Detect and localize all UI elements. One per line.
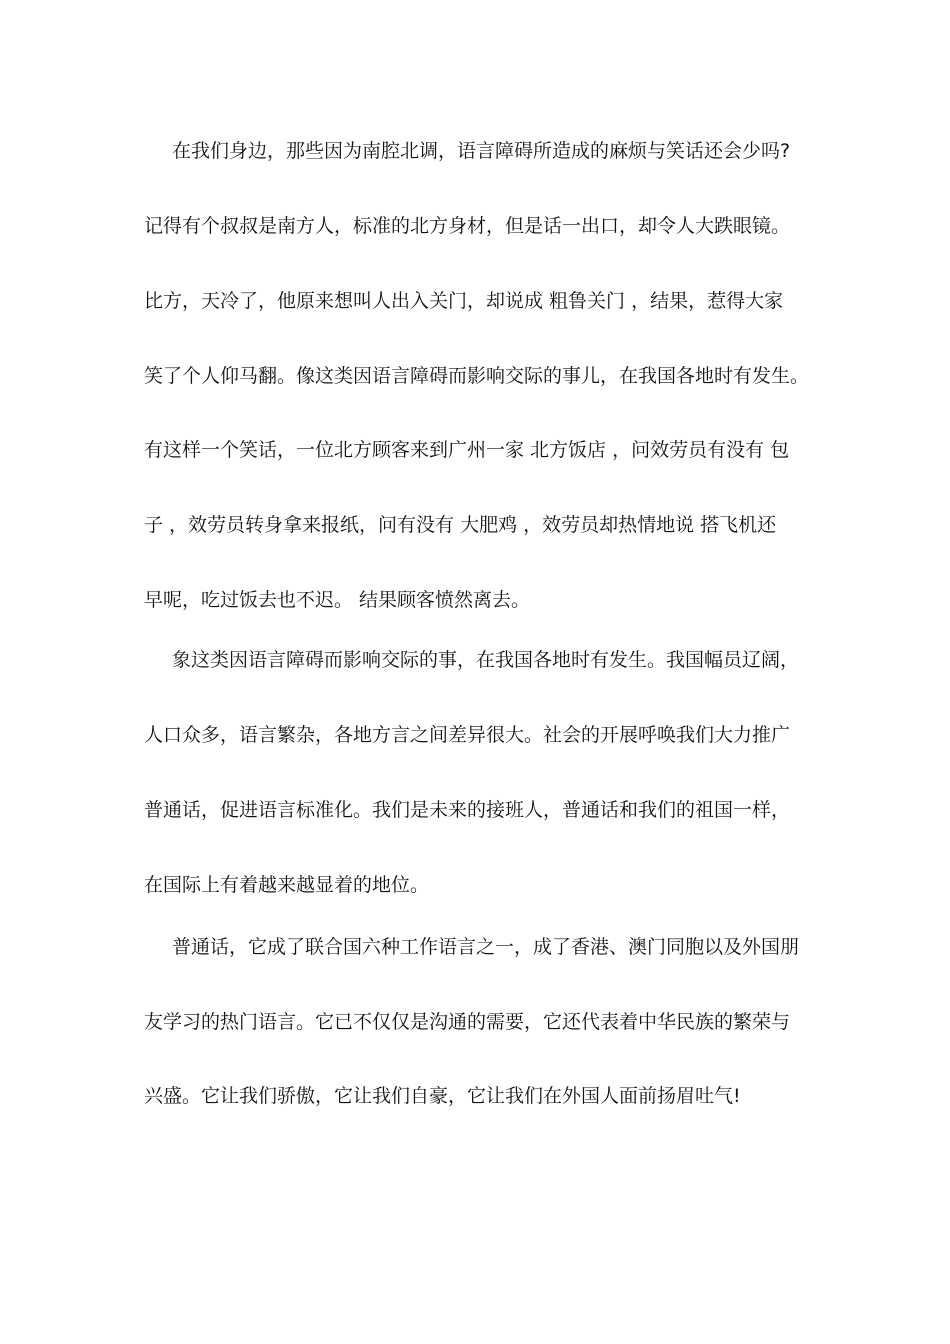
text-line: 在我们身边，那些因为南腔北调，语言障碍所造成的麻烦与笑话还会少吗? bbox=[172, 140, 791, 162]
text-line: 普通话，促进语言标准化。我们是未来的接班人，普通话和我们的祖国一样， bbox=[144, 799, 791, 821]
text-line: 早呢，吃过饭去也不迟。 结果顾客愤然离去。 bbox=[144, 589, 531, 611]
text-line: 记得有个叔叔是南方人，标准的北方身材，但是话一出口，却令人大跌眼镜。 bbox=[144, 215, 791, 237]
text-line: 友学习的热门语言。它已不仅仅是沟通的需要，它还代表着中华民族的繁荣与 bbox=[144, 1011, 791, 1033]
text-line: 人口众多，语言繁杂，各地方言之间差异很大。社会的开展呼唤我们大力推广 bbox=[144, 724, 791, 746]
text-line: 有这样一个笑话，一位北方顾客来到广州一家 北方饭店 ，问效劳员有没有 包 bbox=[144, 439, 790, 461]
text-line: 普通话，它成了联合国六种工作语言之一，成了香港、澳门同胞以及外国朋 bbox=[172, 936, 800, 958]
text-line: 笑了个人仰马翻。像这类因语言障碍而影响交际的事儿，在我国各地时有发生。 bbox=[144, 365, 810, 387]
text-line: 象这类因语言障碍而影响交际的事，在我国各地时有发生。我国幅员辽阔， bbox=[172, 649, 800, 671]
text-line: 子 ，效劳员转身拿来报纸，问有没有 大肥鸡 ，效劳员却热情地说 搭飞机还 bbox=[144, 514, 777, 536]
text-line: 兴盛。它让我们骄傲，它让我们自豪，它让我们在外国人面前扬眉吐气! bbox=[144, 1085, 741, 1107]
text-line: 比方，天冷了，他原来想叫人出入关门，却说成 粗鲁关门 ，结果，惹得大家 bbox=[144, 290, 784, 312]
text-line: 在国际上有着越来越显着的地位。 bbox=[144, 874, 430, 896]
